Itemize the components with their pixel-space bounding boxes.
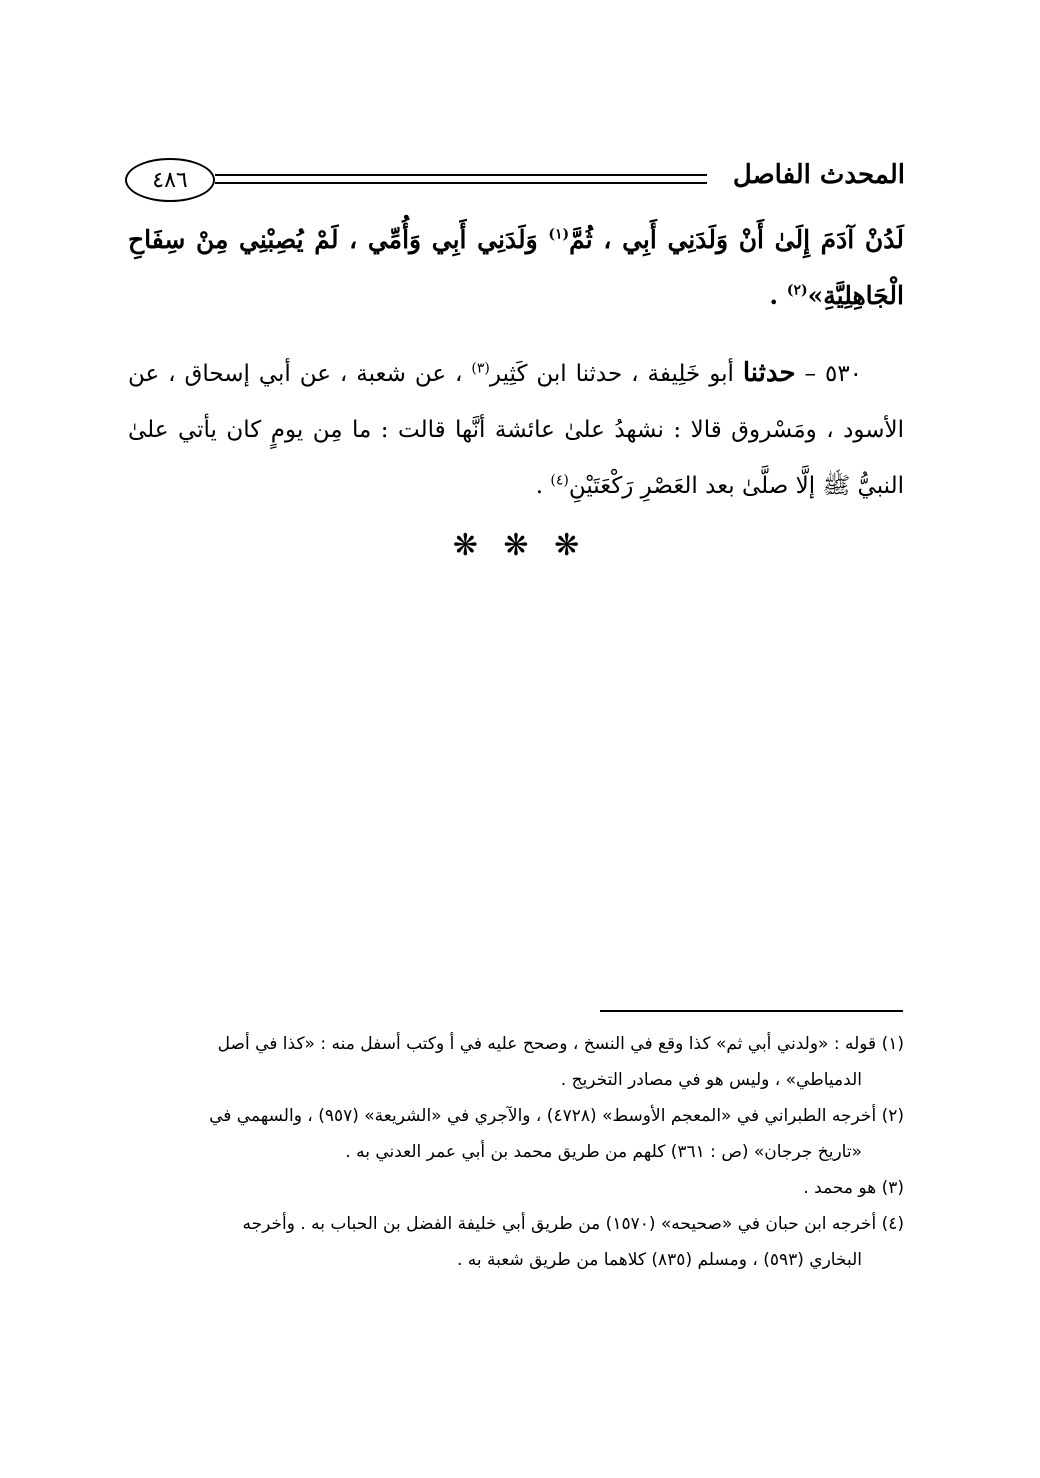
hadith-text: . [769, 281, 779, 310]
hadith-text: لَدُنْ آدَمَ إِلَىٰ أَنْ وَلَدَنِي أَبِي ، ثُمَّ [569, 225, 904, 254]
hadith-530 [128, 345, 904, 514]
hadith-text: أبو خَلِيفة ، حدثنا ابن كَثِير [489, 361, 734, 387]
footnote-id: (٤) [881, 1214, 904, 1234]
hadith-line-2 [128, 268, 904, 324]
footnote-text: هو محمد . [803, 1178, 877, 1198]
footnote-2 [128, 1098, 904, 1170]
page-header [125, 158, 905, 208]
hadith-line-1 [128, 212, 904, 268]
hadith-text: . [535, 473, 544, 499]
footnote-4 [128, 1206, 904, 1278]
footnote-text: أخرجه ابن حبان في «صحيحه» (١٥٧٠) من طريق أبي خليفة الفضل بن الحباب به . وأخرجه [242, 1214, 877, 1234]
footnote-text-cont: البخاري (٥٩٣) ، ومسلم (٨٣٥) كلاهما من طريق شعبة به . [456, 1250, 862, 1270]
footnote-ref-2[interactable]: (٢) [786, 282, 808, 299]
hadith-number: ٥٣٠ – [804, 361, 863, 387]
header-double-rule [215, 171, 707, 189]
footnote-separator-rule [600, 1010, 903, 1012]
page-number: ٤٨٦ [125, 158, 215, 202]
footnote-text-cont: الدمياطي» ، وليس هو في مصادر التخريج . [560, 1070, 862, 1090]
footnote-text-cont: «تاريخ جرجان» (ص : ٣٦١) كلهم من طريق محمد بن أبي عمر العدني به . [345, 1142, 862, 1162]
footnote-1 [128, 1026, 904, 1098]
hadith-text: وَلَدَنِي أَبِي وَأُمِّي ، لَمْ يُصِبْنِي مِنْ سِفَاحِ [128, 225, 538, 254]
hadith-text: ، عن شعبة ، عن أبي إسحاق ، عن الأسود ، ومَسْروق قالا : نشهدُ علىٰ عائشة أنَّها قالت : ما مِن يومٍ كان يأتي علىٰ النبيُّ ﷺ إلَّا صلَّىٰ بعد العَصْرِ رَكْعَتَيْنِ [128, 361, 904, 499]
hadith-keyword: حدثنا [742, 358, 796, 388]
footnote-text: أخرجه الطبراني في «المعجم الأوسط» (٤٧٢٨) ، والآجري في «الشريعة» (٩٥٧) ، والسهمي في [209, 1106, 877, 1126]
footnotes [128, 1026, 904, 1278]
section-separator: ❋ ❋ ❋ [452, 528, 588, 563]
footnote-id: (٢) [881, 1106, 904, 1126]
running-title: المحدث الفاصل [732, 160, 905, 190]
hadith-text: الْجَاهِلِيَّةِ» [807, 281, 904, 310]
footnote-ref-3[interactable]: (٣) [471, 360, 490, 377]
footnote-3 [128, 1170, 904, 1206]
footnote-ref-1[interactable]: (١) [548, 226, 570, 243]
footnote-ref-4[interactable]: (٤) [550, 472, 569, 489]
hadith-continuation [128, 212, 904, 324]
footnote-text: قوله : «ولدني أبي ثم» كذا وقع في النسخ ، وصحح عليه في أ وكتب أسفل منه : «كذا في أصل [217, 1034, 877, 1054]
footnote-id: (١) [881, 1034, 904, 1054]
footnote-id: (٣) [881, 1178, 904, 1198]
